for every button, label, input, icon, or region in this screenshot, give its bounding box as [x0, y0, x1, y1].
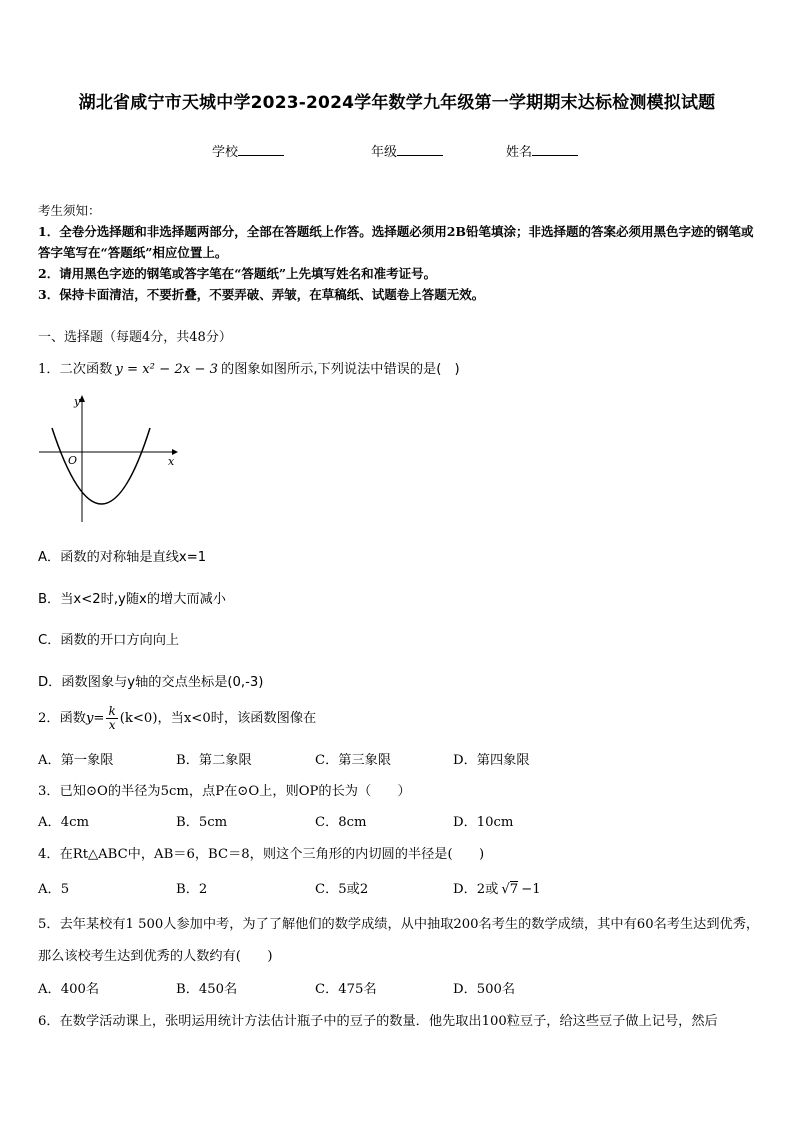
question-6: 6．在数学活动课上，张明运用统计方法估计瓶子中的豆子的数量．他先取出100粒豆子，给这些豆子做上记号，然后	[38, 1014, 718, 1029]
notice-heading: 考生须知：	[38, 203, 101, 218]
quadratic-formula: y = x² − 2x − 3	[115, 362, 219, 377]
q1-option-c[interactable]: C．函数的开口方向向上	[38, 633, 180, 648]
question-2	[38, 705, 316, 732]
school-label: 学校	[212, 145, 239, 160]
q3-option-c[interactable]: C．8cm	[315, 815, 367, 830]
q5-option-a[interactable]: A．400名	[38, 982, 100, 997]
exam-notice	[38, 200, 760, 305]
question-number: 2．	[38, 711, 60, 726]
q3-option-a[interactable]: A．4cm	[38, 815, 89, 830]
question-suffix: ，当x<0时，该函数图像在	[157, 711, 317, 726]
q3-option-b[interactable]: B．5cm	[176, 815, 228, 830]
origin-label: O	[68, 454, 78, 467]
section-heading: 一、选择题（每题4分，共48分）	[38, 330, 232, 345]
q2-option-a[interactable]: A．第一象限	[38, 753, 114, 768]
question-3: 3．已知⊙O的半径为5cm，点P在⊙O上，则OP的长为（ ）	[38, 784, 411, 799]
notice-item-2: 2．请用黑色字迹的钢笔或答字笔在“答题纸”上先填写姓名和准考证号。	[38, 266, 437, 281]
sqrt-radicand: 7	[509, 882, 519, 897]
q3-option-d[interactable]: D．10cm	[453, 815, 514, 830]
parabola-curve	[52, 428, 150, 504]
question-prefix: 函数	[59, 711, 86, 726]
question-suffix: 的图象如图所示,下列说法中错误的是( )	[221, 362, 460, 377]
question-1	[38, 358, 460, 377]
name-label: 姓名	[506, 145, 533, 160]
q4-option-c[interactable]: C．5或2	[315, 882, 369, 897]
grade-blank[interactable]	[397, 143, 443, 156]
sqrt-sign: √	[501, 882, 510, 897]
q4-option-b[interactable]: B．2	[176, 882, 208, 897]
page-title: 湖北省咸宁市天城中学2023-2024学年数学九年级第一学期期末达标检测模拟试题	[78, 93, 716, 113]
school-blank[interactable]	[238, 143, 284, 156]
grade-field	[371, 141, 443, 160]
q4-option-a[interactable]: A．5	[38, 882, 70, 897]
question-5: 5．去年某校有1 500人参加中考，为了了解他们的数学成绩，从中抽取200名考生的数学成绩，其中有60名考生达到优秀，那么该校考生达到优秀的人数约有( )	[38, 917, 760, 964]
name-field	[506, 141, 578, 160]
q5-option-b[interactable]: B．450名	[176, 982, 238, 997]
q4-option-d-tail: −1	[521, 882, 541, 897]
question-number: 1．	[38, 362, 60, 377]
q2-option-d[interactable]: D．第四象限	[453, 753, 530, 768]
q5-option-d[interactable]: D．500名	[453, 982, 516, 997]
notice-item-3: 3．保持卡面清洁，不要折叠，不要弄破、弄皱，在草稿纸、试题卷上答题无效。	[38, 287, 485, 302]
grade-label: 年级	[371, 145, 398, 160]
q2-option-b[interactable]: B．第二象限	[176, 753, 252, 768]
fraction-numerator: k	[108, 704, 116, 718]
q5-option-c[interactable]: C．475名	[315, 982, 377, 997]
q4-option-d-label: D．2或	[453, 882, 499, 897]
function-y: y	[85, 711, 94, 726]
condition: (k<0)	[119, 711, 158, 726]
fraction-k-over-x	[106, 705, 117, 732]
name-blank[interactable]	[532, 143, 578, 156]
x-axis-label: x	[168, 455, 175, 468]
fraction-denominator: x	[108, 718, 116, 732]
y-axis-label: y	[74, 395, 81, 408]
school-field	[212, 141, 284, 160]
q4-option-d[interactable]	[453, 878, 541, 897]
q2-option-c[interactable]: C．第三象限	[315, 753, 392, 768]
parabola-graph	[36, 392, 186, 528]
question-4: 4．在Rt△ABC中，AB＝6，BC＝8，则这个三角形的内切圆的半径是( )	[38, 847, 485, 862]
q1-option-b[interactable]: B．当x<2时,y随x的增大而减小	[38, 592, 226, 607]
question-prefix: 二次函数	[59, 362, 113, 377]
equals-sign: =	[93, 711, 105, 726]
notice-item-1: 1．全卷分选择题和非选择题两部分，全部在答题纸上作答。选择题必须用2B铅笔填涂；非选择题的答案必须用黑色字迹的钢笔或答字笔写在“答题纸”相应位置上。	[38, 224, 754, 260]
q1-option-a[interactable]: A．函数的对称轴是直线x=1	[38, 550, 207, 565]
q1-option-d[interactable]: D．函数图象与y轴的交点坐标是(0,-3)	[38, 675, 264, 690]
